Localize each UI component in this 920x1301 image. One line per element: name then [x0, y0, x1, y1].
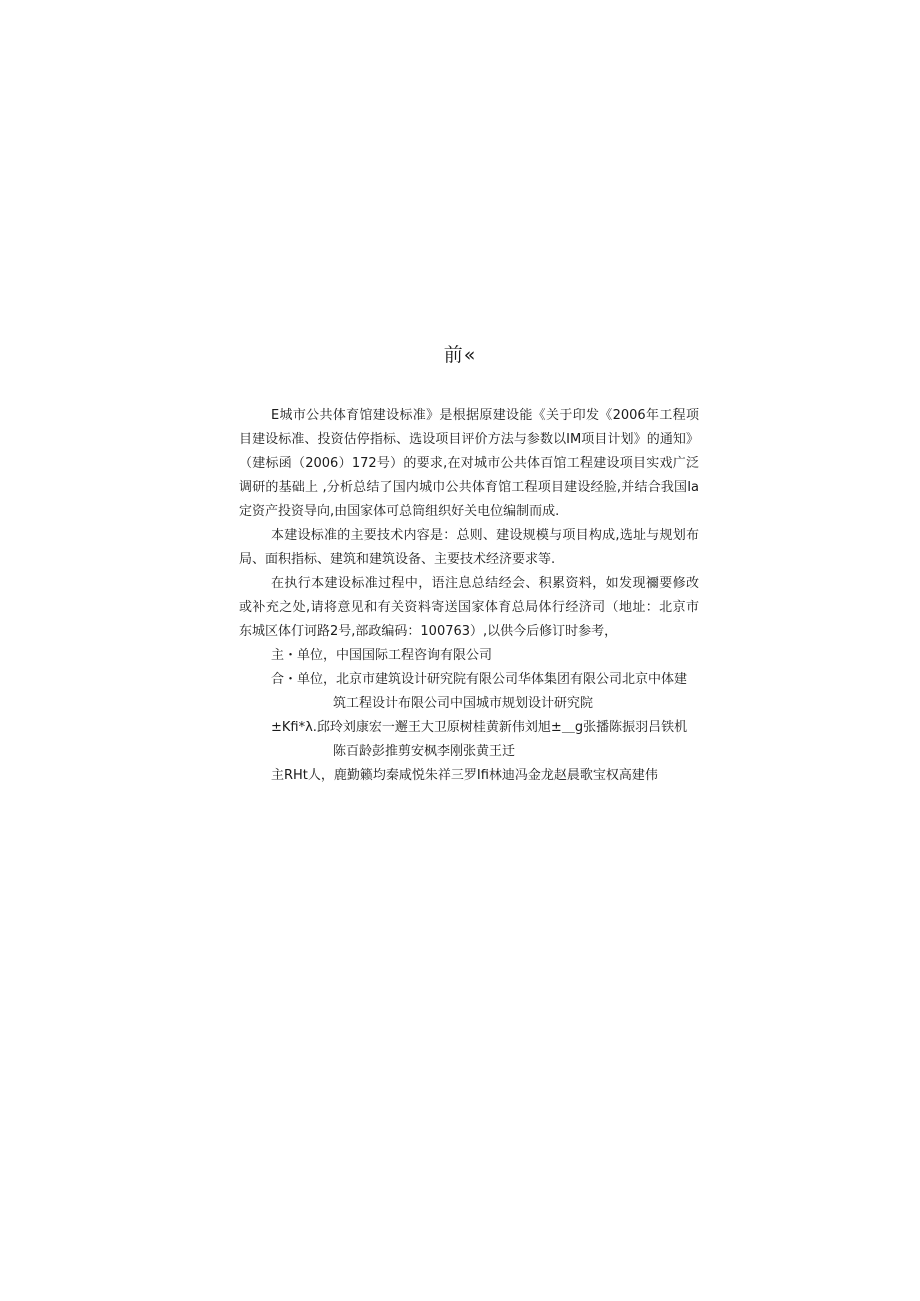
credit-participating-units-cont: 筑工程设计布限公司中国城市规划设计研究院 — [333, 696, 594, 711]
text-line: 定资产投资导向,由国家体可总筒组织好关电位编制而成. — [239, 504, 560, 519]
text-line: 或补充之处,请将意见和有关资料寄送国家体育总局体行经济司（地址：北京市 — [239, 600, 699, 615]
paragraph — [239, 404, 699, 524]
text-line: 东城区体仃诃路2号,部政编码：100763）,以供今后修订时参考， — [239, 624, 618, 639]
preface-body — [239, 404, 699, 788]
paragraph — [239, 572, 699, 644]
credits-block — [239, 644, 699, 788]
credit-reviewers: 主RHt人，鹿勤籁均秦咸悦朱祥三罗Ifi林迪冯金龙赵晨歌宝权高建伟 — [271, 768, 658, 783]
text-line: 调研的基础上 ,分析总结了国内城巾公共体育馆工程项目建设经脸,并结合我国Ia — [239, 480, 699, 495]
credit-editors: ±Kfi*λ.邱玲刘康宏一邂王大卫原树桂黄新伟刘旭±＿g张播陈振羽吕铁机 — [271, 720, 688, 735]
credit-chief-editor-unit: 主・单位，中国国际工程咨询有限公司 — [271, 648, 493, 663]
text-line: 目建设标准、投资估停指标、选设项目评价方法与参数以IM项目计划》的通知》 — [239, 432, 699, 447]
paragraph — [239, 524, 699, 572]
credit-editors-cont: 陈百龄彭推剪安枫李刚张黄王迁 — [333, 744, 516, 759]
text-line: 本建设标准的主要技术内容是：总则、建设规模与项目构成,选址与规划布 — [271, 528, 699, 543]
text-line: 在执行本建设标准过程中，语注息总结经会、积累资料，如发现禰要修改 — [271, 576, 699, 591]
text-line: E城市公共体育馆建设标准》是根据原建设能《关于印发《2006年工程项 — [271, 408, 699, 423]
text-line: （建标函（2006）172号）的要求,在对城市公共体百馆工程建设项目实戏广泛 — [239, 456, 699, 471]
page-title: 前« — [443, 344, 477, 366]
credit-participating-units: 合・单位，北京市建筑设计研究院有限公司华体集团有限公司北京中体建 — [271, 672, 688, 687]
text-line: 局、面积指标、建筑和建筑设备、主要技术经济要求等. — [239, 552, 556, 567]
